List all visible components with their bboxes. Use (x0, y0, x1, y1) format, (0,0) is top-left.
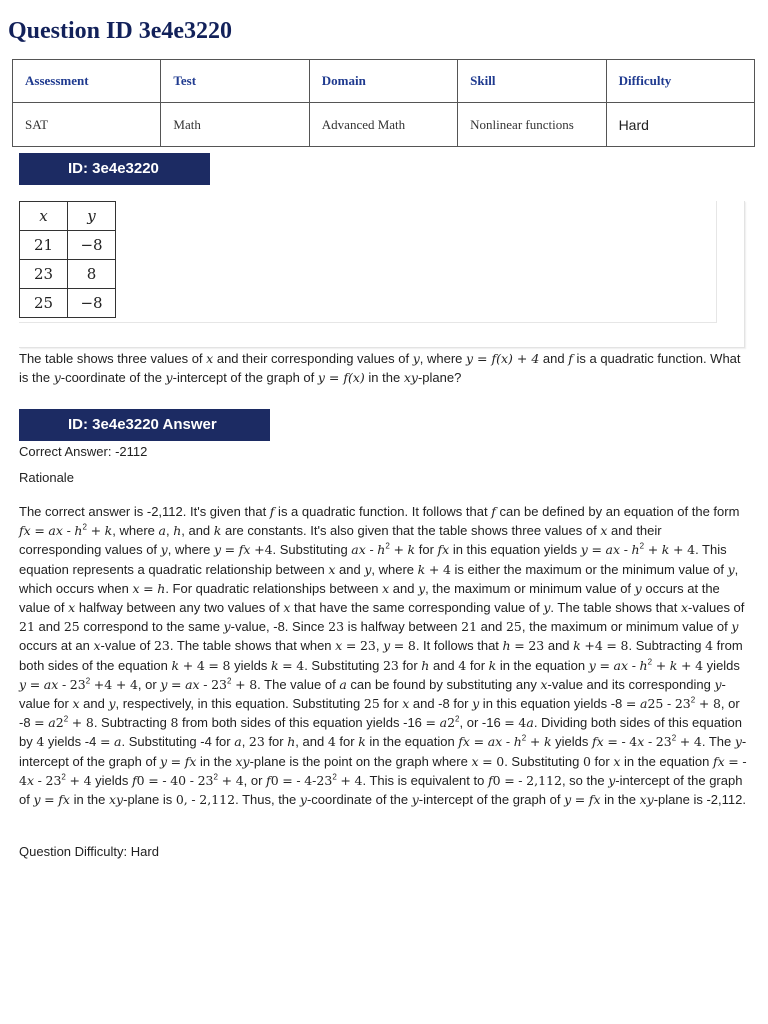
xy-header-row (20, 202, 116, 231)
xy-cell-x: 25 (20, 289, 68, 318)
rationale-text: The correct answer is -2,112. It's given that f is a quadratic function. It follows that f can be defined by an equation of the form fx = ax - $h^2 + k$, where a, h, and k are constants. It's also given that the table shows three values of x and their corresponding values of y, where y = fx +4. Substituting ax - $h^2 + k$ for fx in this equation yields y = ax - $h^2 + k + 4$. This equation represents a quadratic relationship between x and y, where k + 4 is either the maximum or the minimum value of y, which occurs when x = h. For quadratic relationships between x and y, the maximum or minimum value of y occurs at the value of x halfway between any two values of x that have the same corresponding value of y. The table shows that x-values of 21 and 25 correspond to the same y-value, -8. Since 23 is halfway between 21 and 25, the maximum or minimum value of y occurs at an x-value of 23. The table shows that when x = 23, y = 8. It follows that h = 23 and k +4 = 8. Subtracting 4 from both sides of the equation k + 4 = 8 yields k = 4. Substituting 23 for h and 4 for k in the equation y = ax - $h^2 + k + 4$ yields y = ax - $23^2 +4 + 4$, or y = ax - $23^2 + 8$. The value of a can be found by substituting any x-value and its corresponding y-value for x and y, respectively, in this equation. Substituting 25 for x and -8 for y in this equation yields $-8 = a25 - 23^2 + 8$, or $-8 = a2^2 + 8$. Subtracting 8 from both sides of this equation yields $-16 = a2^2$, or -16 = 4a. Dividing both sides of this equation by 4 yields -4 = a. Substituting -4 for a, 23 for h, and 4 for k in the equation fx = ax - $h^2 + k$ yields fx = - $4x - 23^2 + 4$. The y-intercept of the graph of y = fx in the xy-plane is the point on the graph where x = 0. Substituting 0 for x in the equation fx = - $4x - 23^2 + 4$ yields f0 = - $40 - 23^2 + 4$, or f0 = - $4-23^2 + 4$. This is equivalent to f0 = - 2,112, so the y-intercept of the graph of y = fx in the xy-plane is 0, - 2,112. Thus, the y-coordinate of the y-intercept of the graph of y = fx in the xy-plane is -2,112. (19, 504, 747, 808)
value-test: Math (161, 103, 309, 147)
header-domain: Domain (309, 60, 457, 103)
correct-answer: Correct Answer: -2112 (19, 444, 148, 459)
xy-cell-x: 23 (20, 260, 68, 289)
figure-inner-frame (19, 201, 717, 323)
xy-row (20, 260, 116, 289)
metadata-header-row (13, 60, 755, 103)
xy-header-y: y (68, 202, 116, 231)
xy-cell-y: −8 (68, 231, 116, 260)
answer-id-banner: ID: 3e4e3220 Answer (19, 409, 270, 441)
xy-values-table (19, 201, 116, 318)
rationale-label: Rationale (19, 470, 74, 485)
xy-cell-x: 21 (20, 231, 68, 260)
value-difficulty: Hard (606, 103, 754, 147)
header-assessment: Assessment (13, 60, 161, 103)
header-skill: Skill (458, 60, 606, 103)
value-domain: Advanced Math (309, 103, 457, 147)
xy-cell-y: −8 (68, 289, 116, 318)
header-test: Test (161, 60, 309, 103)
xy-row (20, 289, 116, 318)
xy-header-x: x (20, 202, 68, 231)
question-id-banner: ID: 3e4e3220 (19, 153, 210, 185)
question-metadata-table (12, 59, 755, 147)
question-text: The table shows three values of x and their corresponding values of y, where y = f(x) + 4 and f is a quadratic function. What is the y-coordinate of the y-intercept of the graph of y = f(x) in the xy-plane? (19, 351, 741, 386)
xy-row (20, 231, 116, 260)
question-difficulty: Question Difficulty: Hard (19, 844, 159, 859)
metadata-value-row (13, 103, 755, 147)
header-difficulty: Difficulty (606, 60, 754, 103)
value-assessment: SAT (13, 103, 161, 147)
figure-frame (19, 201, 745, 348)
page-title: Question ID 3e4e3220 (8, 18, 232, 44)
value-skill: Nonlinear functions (458, 103, 606, 147)
xy-cell-y: 8 (68, 260, 116, 289)
